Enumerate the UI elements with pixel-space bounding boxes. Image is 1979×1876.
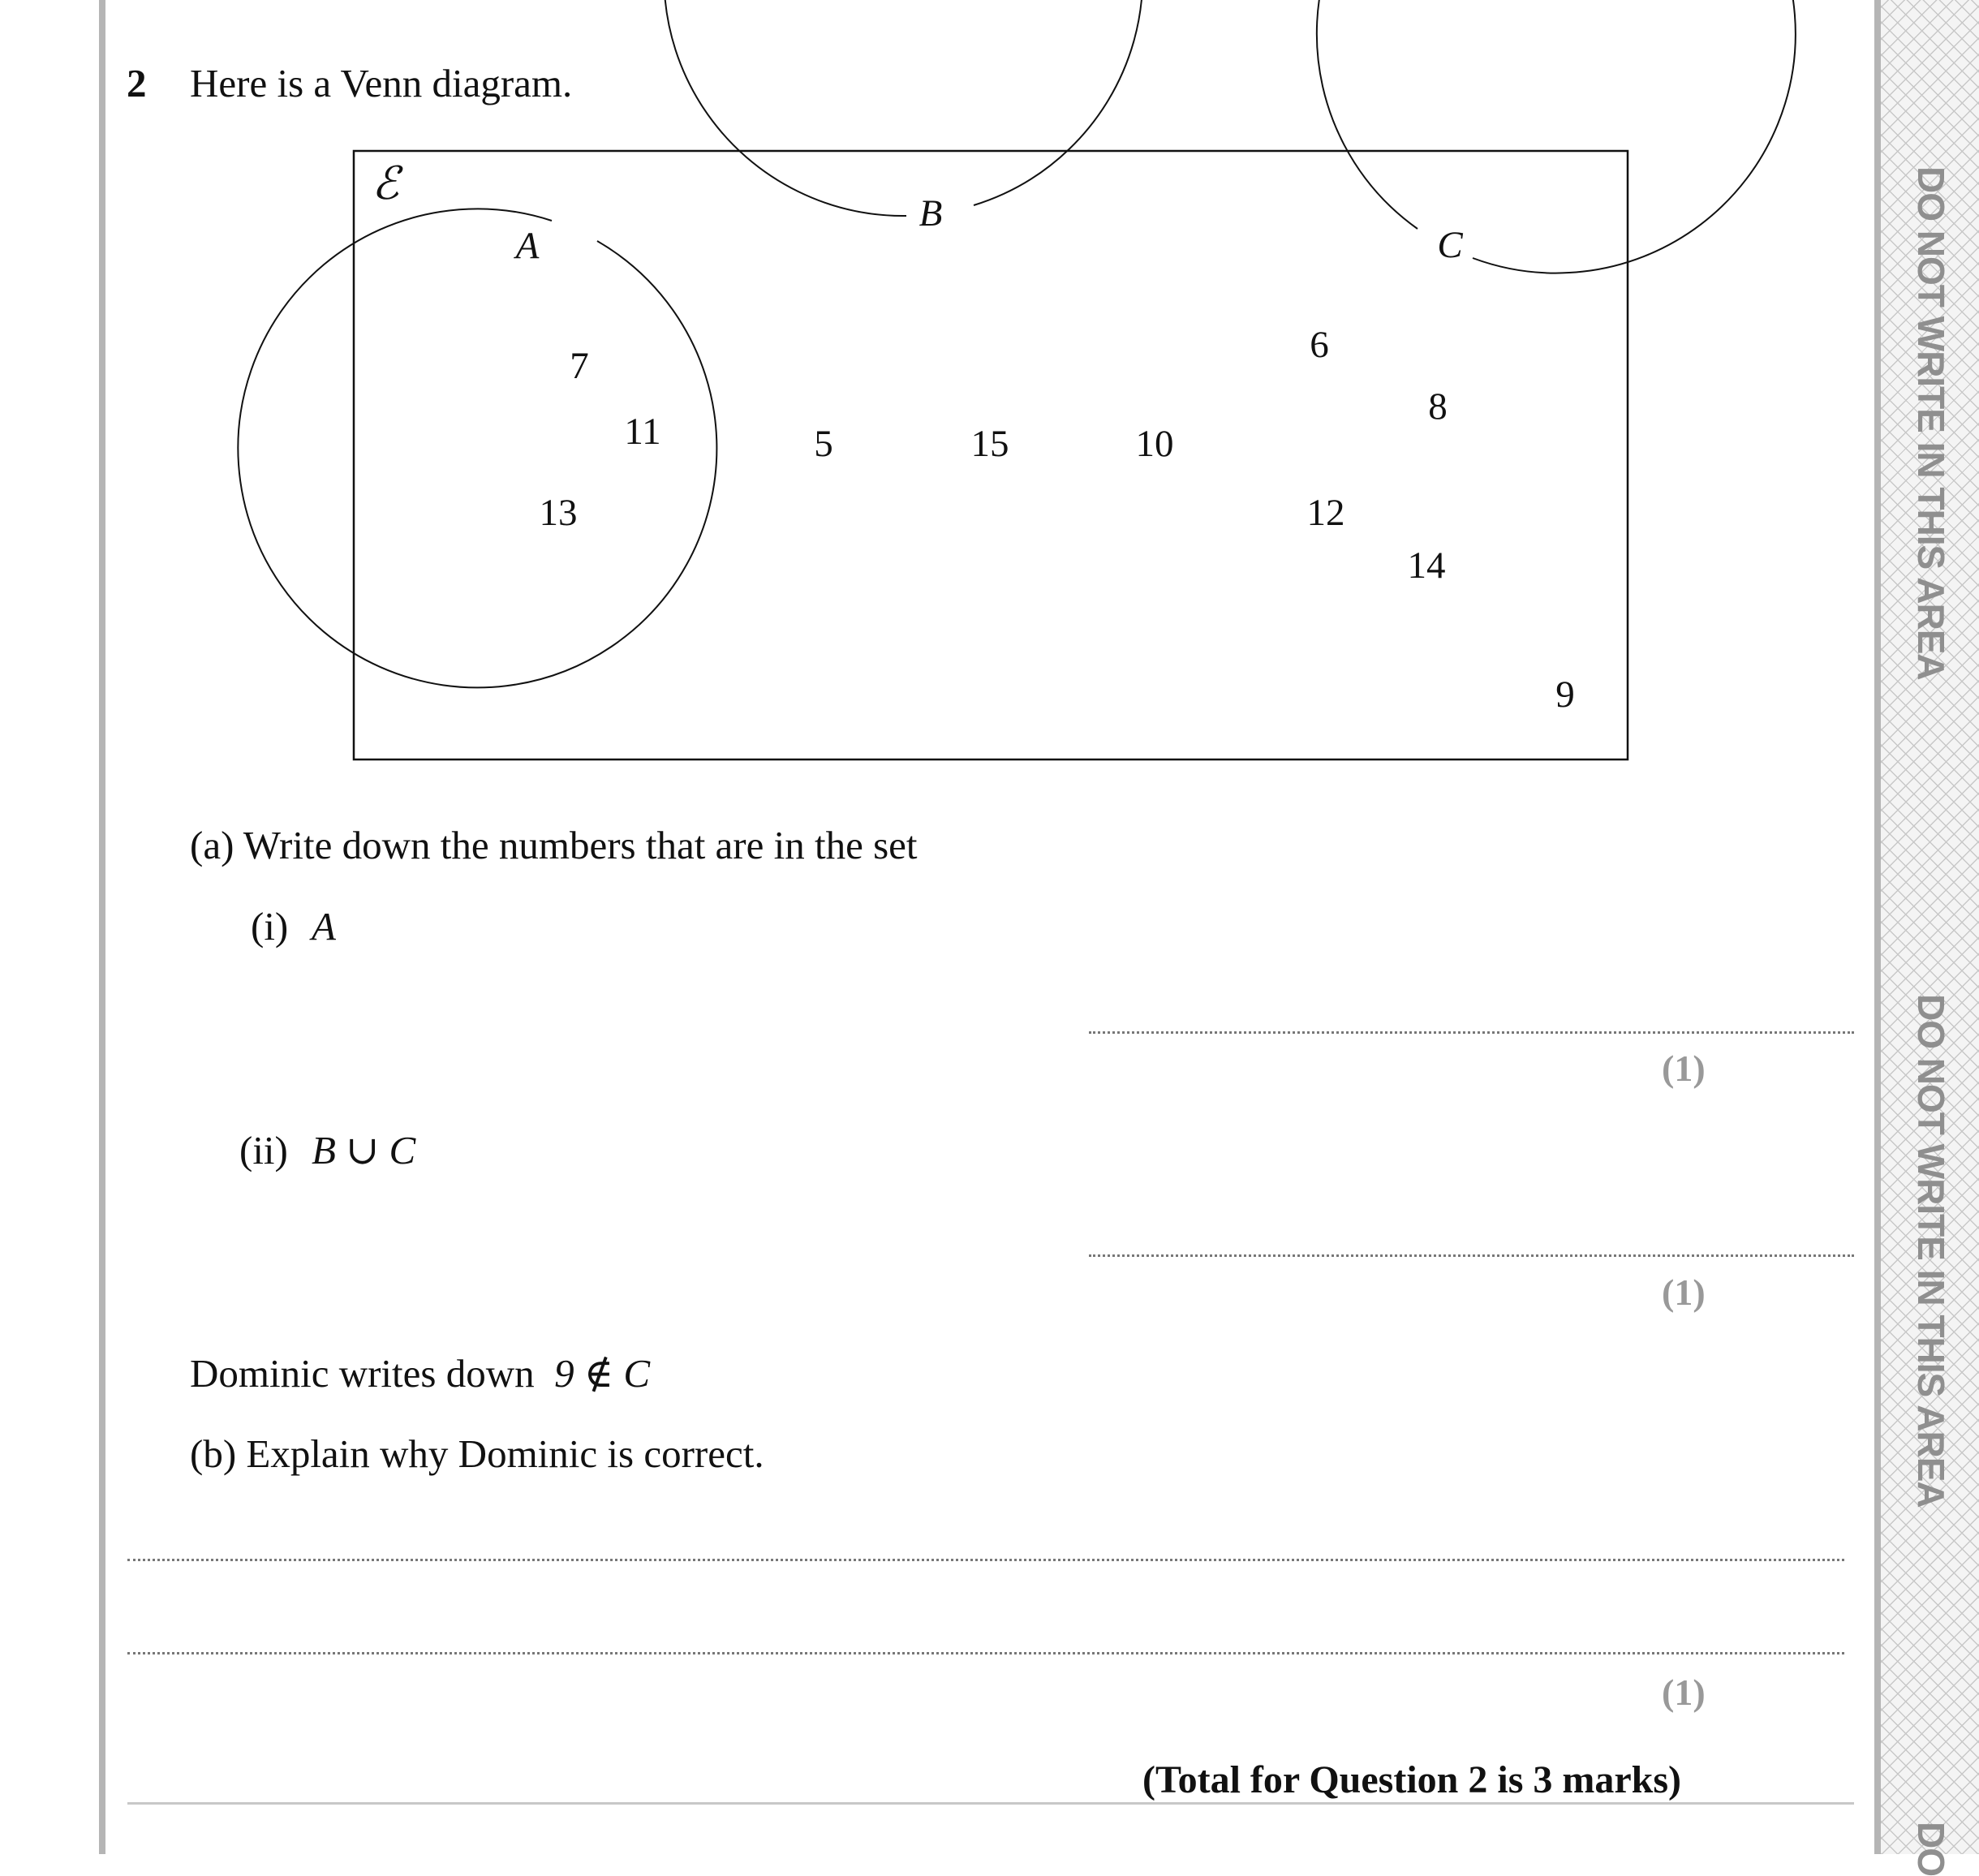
dominic-statement-text: Dominic writes down — [190, 1351, 535, 1396]
venn-value: 15 — [970, 423, 1009, 465]
venn-value: 13 — [539, 492, 578, 534]
question-number: 2 — [127, 61, 147, 105]
venn-value: 6 — [1310, 324, 1329, 366]
part-a-ii-set: B ∪ C — [312, 1128, 416, 1172]
answer-line[interactable] — [127, 1652, 1844, 1654]
venn-value: 7 — [570, 345, 589, 387]
set-b-label: B — [919, 192, 943, 234]
margin-warning: DO — [1910, 1822, 1952, 1876]
venn-value: 9 — [1555, 673, 1575, 716]
venn-value: 12 — [1306, 492, 1345, 534]
part-a-prompt: (a) Write down the numbers that are in the set — [190, 823, 918, 867]
question-total: (Total for Question 2 is 3 marks) — [1142, 1758, 1682, 1801]
venn-value: 8 — [1428, 385, 1448, 428]
set-b-circle — [664, 0, 1142, 216]
venn-value: 10 — [1135, 423, 1174, 465]
mark-allocation: (1) — [1662, 1672, 1706, 1713]
margin-warning: DO NOT WRITE IN THIS AREA — [1910, 994, 1952, 1508]
venn-value: 5 — [814, 423, 833, 465]
dominic-statement-math: 9 ∉ C — [554, 1351, 651, 1396]
part-a-i-set: A — [312, 904, 336, 949]
part-b-prompt: (b) Explain why Dominic is correct. — [190, 1431, 764, 1476]
answer-line[interactable] — [127, 1559, 1844, 1561]
answer-line[interactable] — [1089, 1031, 1854, 1034]
set-c-label: C — [1437, 224, 1463, 266]
venn-value: 14 — [1407, 544, 1446, 587]
universal-set-symbol: ℰ — [372, 159, 399, 209]
mark-allocation: (1) — [1662, 1271, 1706, 1313]
answer-line[interactable] — [1089, 1254, 1854, 1257]
dominic-statement — [190, 1351, 651, 1396]
question-divider — [127, 1802, 1854, 1805]
set-c-circle — [1317, 0, 1796, 273]
question-intro: Here is a Venn diagram. — [190, 61, 573, 105]
part-a-ii-label: (ii) — [239, 1128, 288, 1172]
set-a-label: A — [515, 225, 540, 267]
part-a-i-label: (i) — [251, 904, 289, 949]
margin-warning: DO NOT WRITE IN THIS AREA — [1910, 166, 1952, 680]
venn-value: 11 — [624, 411, 661, 453]
venn-diagram — [0, 0, 1979, 779]
mark-allocation: (1) — [1662, 1048, 1706, 1089]
